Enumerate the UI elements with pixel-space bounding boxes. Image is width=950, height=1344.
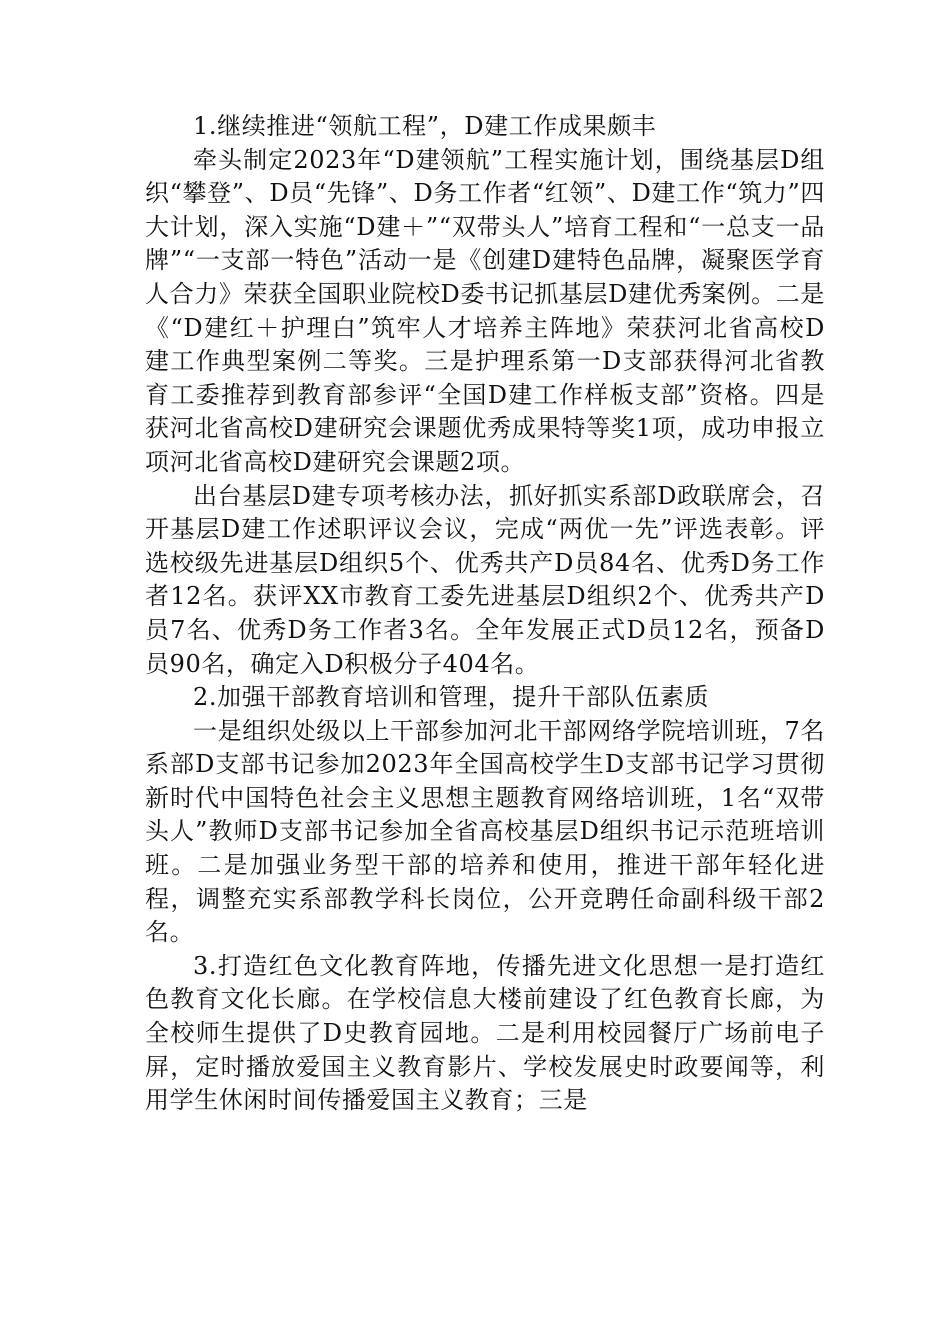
- paragraph-1: 牵头制定2023年“D建领航”工程实施计划，围绕基层D组织“攀登”、D员“先锋”、D务工作者“红领”、D建工作“筑力”四大计划，深入实施“D建＋”“双带头人”培育工程和“一总支一品牌”“一支部一特色”活动一是《创建D建特色品牌，凝聚医学育人合力》荣获全国职业院校D委书记抓基层D建优秀案例。二是《“D建红＋护理白”筑牢人才培养主阵地》荣获河北省高校D建工作典型案例二等奖。三是护理系第一D支部获得河北省教育工委推荐到教育部参评“全国D建工作样板支部”资格。四是获河北省高校D建研究会课题优秀成果特等奖1项，成功申报立项河北省高校D建研究会课题2项。: [145, 145, 825, 476]
- paragraph-4: 3.打造红色文化教育阵地，传播先进文化思想一是打造红色教育文化长廊。在学校信息大楼前建设了红色教育长廊，为全校师生提供了D史教育园地。二是利用校园餐厅广场前电子屏，定时播放爱国主义教育影片、学校发展史时政要闻等，利用学生休闲时间传播爱国主义教育；三是: [145, 951, 825, 1115]
- paragraph-2: 出台基层D建专项考核办法，抓好抓实系部D政联席会，召开基层D建工作述职评议会议，完成“两优一先”评选表彰。评选校级先进基层D组织5个、优秀共产D员84名、优秀D务工作者12名。获评XX市教育工委先进基层D组织2个、优秀共产D员7名、优秀D务工作者3名。全年发展正式D员12名，预备D员90名，确定入D积极分子404名。: [145, 481, 825, 678]
- section-heading-2: 2.加强干部教育培训和管理，提升干部队伍素质: [193, 683, 710, 712]
- section-heading-1: 1.继续推进“领航工程”，D建工作成果颇丰: [193, 112, 657, 140]
- document-body: [145, 110, 825, 1118]
- paragraph-3: 一是组织处级以上干部参加河北干部网络学院培训班，7名系部D支部书记参加2023年全国高校学生D支部书记学习贯彻新时代中国特色社会主义思想主题教育网络培训班，1名“双带头人”教师D支部书记参加全省高校基层D组织书记示范班培训班。二是加强业务型干部的培养和使用，推进干部年轻化进程，调整充实系部教学科长岗位，公开竞聘任命副科级干部2名。: [145, 716, 825, 947]
